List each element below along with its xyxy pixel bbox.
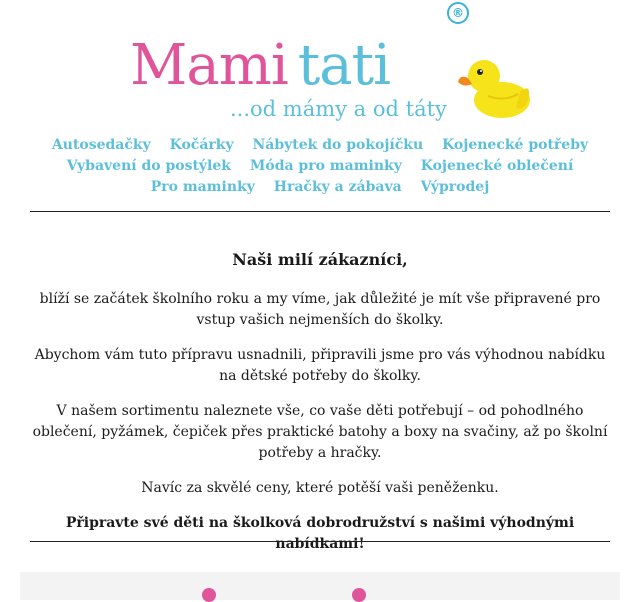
closing-paragraph: Připravte své děti na školková dobrodružství s našimi výhodnými nabídkami!: [65, 515, 575, 552]
nav-link-hracky[interactable]: Hračky a zábava: [273, 179, 402, 195]
nav-row: [40, 177, 600, 198]
brand-name-second: tati: [297, 33, 391, 98]
email-header: [0, 0, 640, 210]
body-paragraph: V našem sortimentu naleznete vše, co vaše děti potřebují – od pohodlného oblečení, pyžámek, čepiček přes praktické batohy a boxy na svačiny, až po školní potřeby a hračky.: [32, 403, 608, 461]
brand-name-first: Mami: [130, 33, 288, 98]
nav-row: [40, 135, 600, 156]
divider-bottom: [30, 541, 610, 542]
brand-tagline: ...od mámy a od táty: [230, 97, 447, 121]
nav-link-pro-maminky[interactable]: Pro maminky: [150, 179, 255, 195]
nav-link-vybaveni-postylek[interactable]: Vybavení do postýlek: [66, 158, 231, 174]
email-body: [30, 248, 610, 569]
nav-row: [40, 156, 600, 177]
divider-top: [30, 211, 610, 212]
greeting-heading: Naši milí zákazníci,: [232, 250, 408, 269]
body-paragraph: blíží se začátek školního roku a my víme, jak důležité je mít vše připravené pro vstup vašich nejmenších do školky.: [39, 291, 601, 328]
nav-link-nabytek[interactable]: Nábytek do pokojíčku: [252, 137, 424, 153]
nav-link-vyprodej[interactable]: Výprodej: [420, 179, 490, 195]
brand-logo[interactable]: [130, 6, 540, 130]
promo-banner-image[interactable]: [20, 572, 620, 600]
nav-link-kocarky[interactable]: Kočárky: [169, 137, 234, 153]
nav-link-kojenecke-potreby[interactable]: Kojenecké potřeby: [442, 137, 589, 153]
rubber-duck-icon: [458, 52, 532, 120]
registered-mark-icon: ®: [447, 2, 469, 24]
brand-name: [130, 34, 390, 98]
body-paragraph: Navíc za skvělé ceny, které potěší vaši peněženku.: [141, 480, 499, 496]
nav-link-autosedacky[interactable]: Autosedačky: [51, 137, 151, 153]
nav-link-moda-maminky[interactable]: Móda pro maminky: [249, 158, 402, 174]
body-paragraph: Abychom vám tuto přípravu usnadnili, připravili jsme pro vás výhodnou nabídku na dětské potřeby do školky.: [34, 347, 606, 384]
category-nav: [40, 135, 600, 198]
nav-link-kojenecke-obleceni[interactable]: Kojenecké oblečení: [420, 158, 574, 174]
